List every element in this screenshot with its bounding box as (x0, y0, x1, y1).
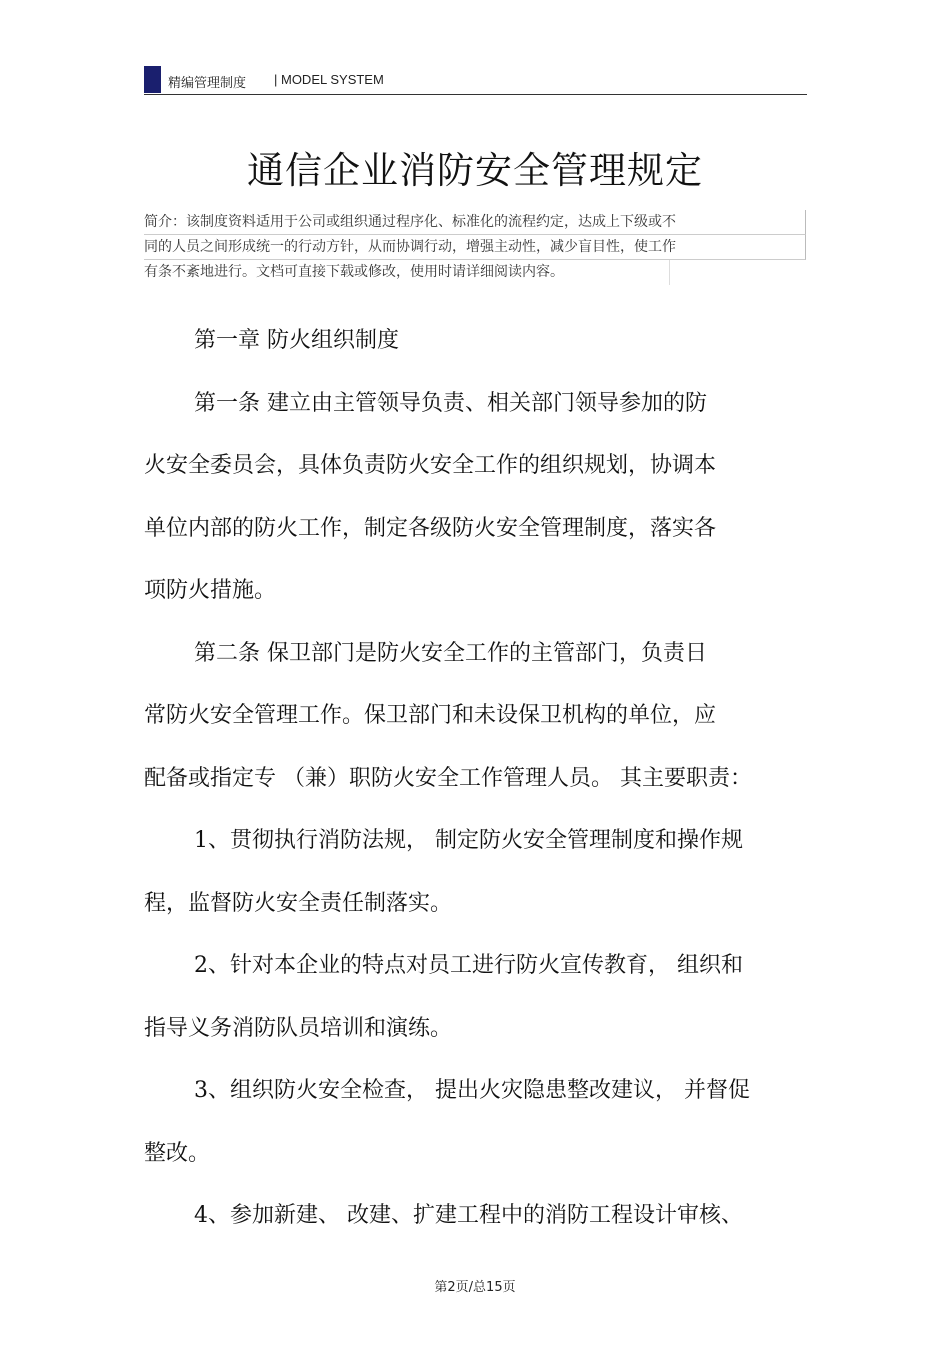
body-line: 第一条 建立由主管领导负责、相关部门领导参加的防 (194, 390, 707, 416)
document-body (144, 318, 808, 1256)
body-line: 程，监督防火安全责任制落实。 (144, 890, 453, 916)
body-line: 常防火安全管理工作。保卫部门和未设保卫机构的单位，应 (144, 703, 717, 728)
body-line: 项防火措施。 (144, 578, 277, 603)
summary-line: 同的人员之间形成统一的行动方针，从而协调行动，增强主动性，减少盲目性，使工作 (144, 239, 676, 255)
chapter-heading: 第一章 防火组织制度 (194, 328, 399, 353)
document-title: 通信企业消防安全管理规定 (247, 149, 703, 192)
body-line: 1、贯彻执行消防法规， 制定防火安全管理制度和操作规 (194, 828, 743, 853)
header-title: 精编管理制度 (168, 76, 247, 91)
page-number: 第2页/总15页 (434, 1280, 516, 1295)
body-line: 4、参加新建、 改建、扩建工程中的消防工程设计审核、 (194, 1203, 743, 1228)
body-line: 配备或指定专 （兼）职防火安全工作管理人员。 其主要职责： (144, 765, 752, 791)
body-line: 指导义务消防队员培训和演练。 (144, 1015, 453, 1041)
body-line: 整改。 (144, 1140, 211, 1166)
body-line: 3、组织防火安全检查， 提出火灾隐患整改建议， 并督促 (194, 1078, 750, 1103)
body-line: 2、针对本企业的特点对员工进行防火宣传教育， 组织和 (194, 953, 743, 978)
summary-line: 简介：该制度资料适用于公司或组织通过程序化、标准化的流程约定，达成上下级或不 (144, 214, 676, 230)
summary-block (144, 210, 806, 285)
logo-icon (144, 66, 161, 93)
summary-frame-3 (144, 260, 670, 285)
summary-line: 有条不紊地进行。文档可直接下载或修改，使用时请详细阅读内容。 (144, 264, 564, 280)
body-line: 火安全委员会，具体负责防火安全工作的组织规划，协调本 (144, 453, 717, 478)
body-line: 第二条 保卫部门是防火安全工作的主管部门，负责日 (194, 640, 707, 666)
body-line: 单位内部的防火工作，制定各级防火安全管理制度，落实各 (144, 515, 717, 541)
summary-frame-2 (144, 235, 806, 260)
summary-frame-1 (144, 210, 806, 235)
page-header (144, 66, 807, 95)
header-subtitle: | MODEL SYSTEM (274, 72, 384, 87)
